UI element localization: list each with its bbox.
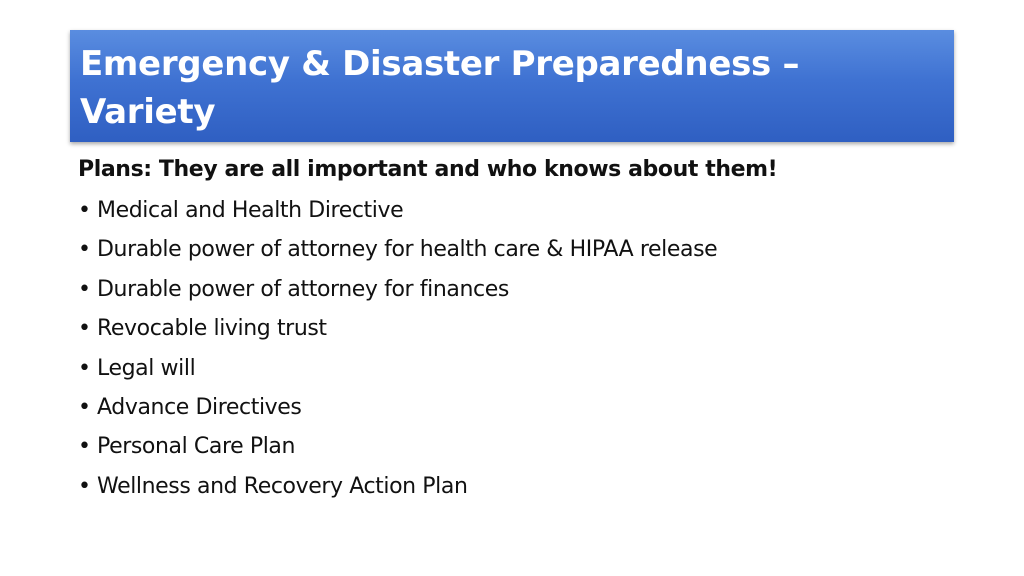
list-item (78, 388, 958, 427)
list-item (78, 309, 958, 348)
bullet-icon: • (78, 237, 91, 263)
list-item (78, 467, 958, 506)
bullet-icon: • (78, 198, 91, 223)
bullet-icon: • (78, 276, 91, 302)
bullet-icon: • (78, 355, 91, 381)
list-item-text: Legal will (97, 355, 196, 381)
plans-intro: Plans: They are all important and who knows about them! (78, 157, 778, 182)
list-item (78, 270, 958, 309)
list-item-text: Revocable living trust (97, 316, 327, 342)
list-item-text: Durable power of attorney for finances (97, 276, 509, 302)
list-item (78, 191, 958, 230)
list-item (78, 427, 958, 466)
list-item (78, 349, 958, 388)
list-item-text: Advance Directives (97, 395, 302, 421)
bullet-icon: • (78, 434, 91, 460)
bullet-icon: • (78, 473, 91, 499)
list-item-text: Medical and Health Directive (97, 198, 404, 223)
list-item (78, 230, 958, 269)
slide-title-bar (70, 30, 954, 142)
plans-list (78, 191, 958, 506)
list-item-text: Durable power of attorney for health care & HIPAA release (97, 237, 718, 263)
list-item-text: Personal Care Plan (97, 434, 296, 460)
slide-content (78, 152, 958, 506)
bullet-icon: • (78, 316, 91, 342)
bullet-icon: • (78, 395, 91, 421)
list-item-text: Wellness and Recovery Action Plan (97, 473, 468, 499)
slide-title: Emergency & Disaster Preparedness – Variety (80, 44, 800, 132)
